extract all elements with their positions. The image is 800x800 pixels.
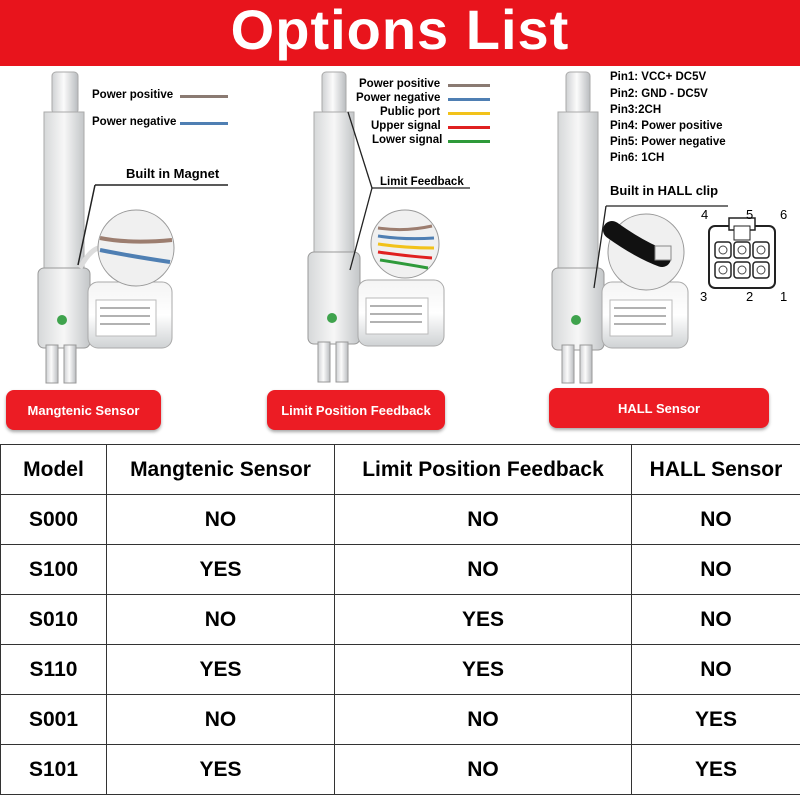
header-hall-sensor: HALL Sensor (632, 445, 800, 495)
cell-magnetic: NO (107, 695, 335, 745)
wire-swatch-power-negative-2 (448, 98, 490, 101)
table-row (1, 745, 800, 795)
wire-label-public-port: Public port (380, 106, 441, 118)
cell-magnetic: YES (107, 745, 335, 795)
cell-model: S101 (1, 745, 107, 795)
cell-hall: YES (632, 745, 800, 795)
wire-label-power-positive-2: Power positive (359, 78, 441, 90)
cell-hall: NO (632, 645, 800, 695)
callout-built-in-magnet: Built in Magnet (126, 166, 220, 181)
table-row (1, 595, 800, 645)
cell-model: S100 (1, 545, 107, 595)
wire-swatch-upper-signal (448, 126, 490, 129)
cell-limit: YES (335, 595, 632, 645)
table-header-row (1, 445, 800, 495)
connector-pin-number: 4 (701, 207, 709, 222)
page-title: Options List (230, 0, 570, 61)
cell-magnetic: NO (107, 595, 335, 645)
cell-magnetic: YES (107, 545, 335, 595)
wire-swatch-public-port (448, 112, 490, 115)
connector-pin-number: 2 (746, 289, 754, 304)
cell-limit: NO (335, 695, 632, 745)
table-row (1, 695, 800, 745)
cell-hall: NO (632, 545, 800, 595)
hall-connector-diagram (709, 218, 775, 288)
header-limit-position-feedback: Limit Position Feedback (335, 445, 632, 495)
cell-model: S010 (1, 595, 107, 645)
wire-swatch-power-positive (180, 95, 228, 98)
pin-label-1: Pin1: VCC+ DC5V (610, 71, 707, 83)
wire-label-power-positive: Power positive (92, 89, 174, 101)
pin-label-3: Pin3:2CH (610, 104, 662, 116)
pin-label-2: Pin2: GND - DC5V (610, 88, 708, 100)
header-magnetic-sensor: Mangtenic Sensor (107, 445, 335, 495)
callout-built-in-hall-clip: Built in HALL clip (610, 183, 719, 198)
connector-pin-number: 3 (700, 289, 708, 304)
table-row (1, 645, 800, 695)
connector-pin-number: 6 (780, 207, 788, 222)
options-table (0, 444, 800, 795)
table-row (1, 495, 800, 545)
pin-label-6: Pin6: 1CH (610, 152, 665, 164)
connector-pin-number: 5 (746, 207, 754, 222)
cell-magnetic: YES (107, 645, 335, 695)
callout-limit-feedback: Limit Feedback (380, 176, 464, 188)
cell-hall: YES (632, 695, 800, 745)
table-row (1, 545, 800, 595)
cell-limit: NO (335, 745, 632, 795)
cell-limit: YES (335, 645, 632, 695)
wire-swatch-lower-signal (448, 140, 490, 143)
limit-position-feedback-button[interactable]: Limit Position Feedback (267, 390, 445, 430)
wire-label-lower-signal: Lower signal (372, 134, 443, 146)
magnetic-sensor-button[interactable]: Mangtenic Sensor (6, 390, 161, 430)
header-model: Model (1, 445, 107, 495)
cell-hall: NO (632, 495, 800, 545)
wire-swatch-power-positive-2 (448, 84, 490, 87)
pin-label-5: Pin5: Power negative (610, 136, 726, 148)
cell-model: S001 (1, 695, 107, 745)
cell-magnetic: NO (107, 495, 335, 545)
hall-sensor-button[interactable]: HALL Sensor (549, 388, 769, 428)
connector-pin-number: 1 (780, 289, 788, 304)
wire-swatch-power-negative (180, 122, 228, 125)
pin-label-4: Pin4: Power positive (610, 120, 723, 132)
cell-limit: NO (335, 495, 632, 545)
hall-actuator-image (552, 72, 728, 383)
cell-model: S000 (1, 495, 107, 545)
wire-label-upper-signal: Upper signal (371, 120, 441, 132)
cell-limit: NO (335, 545, 632, 595)
cell-model: S110 (1, 645, 107, 695)
wire-label-power-negative-2: Power negative (356, 92, 441, 104)
cell-hall: NO (632, 595, 800, 645)
wire-label-power-negative: Power negative (92, 116, 177, 128)
